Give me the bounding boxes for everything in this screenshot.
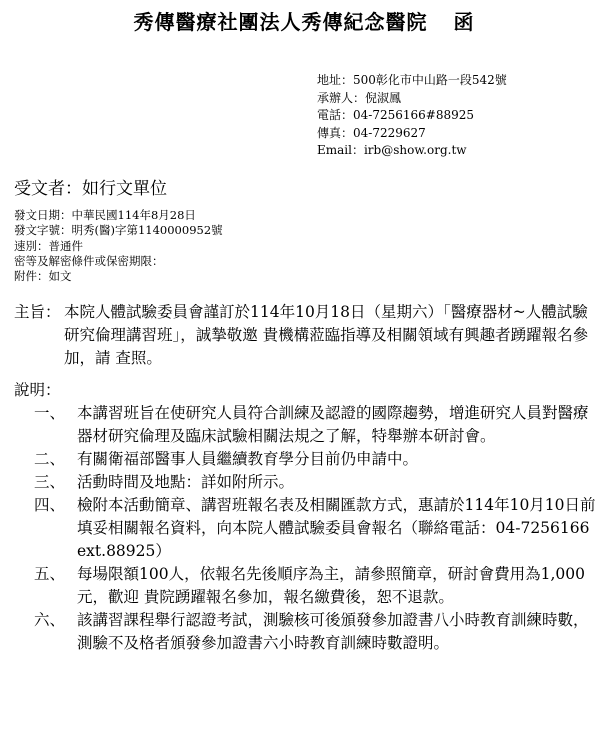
item-number: 三、 [34, 473, 66, 491]
subject-label: 主旨： [14, 303, 61, 321]
item-number: 一、 [34, 404, 66, 422]
document-type: 函 [453, 10, 475, 34]
letter-title [0, 6, 608, 35]
subject-text: 本院人體試驗委員會謹訂於114年10月18日（星期六）「醫療器材~人體試驗研究倫理講習班」，誠摯敬邀 貴機構蒞臨指導及相關領域有興趣者踴躍報名參加，請 查照。 [64, 303, 589, 367]
document-number: 發文字號：明秀(醫)字第1140000952號 [14, 223, 223, 238]
secrecy-level: 密等及解密條件或保密期限： [14, 253, 164, 268]
subject-section [14, 301, 600, 370]
attachment-line: 附件：如文 [14, 269, 72, 284]
item-text: 本講習班旨在使研究人員符合訓練及認證的國際趨勢，增進研究人員對醫療器材研究倫理及臨床試驗相關法規之了解，特舉辦本研討會。 [77, 404, 589, 445]
contact-email: Email：irb@show.org.tw [317, 143, 467, 157]
item-text: 檢附本活動簡章、講習班報名表及相關匯款方式，惠請於114年10月10日前填妥相關報名資料，向本院人體試驗委員會報名（聯絡電話：04-7256166 ext.88925） [77, 496, 596, 560]
item-number: 二、 [34, 450, 66, 468]
item-text: 每場限額100人，依報名先後順序為主，請參照簡章，研討會費用為1,000元，歡迎 貴院踴躍報名參加，報名繳費後，恕不退款。 [77, 565, 585, 606]
item-number: 六、 [34, 611, 66, 629]
explanation-item [14, 471, 600, 494]
item-number: 四、 [34, 496, 66, 514]
explanation-item [14, 609, 600, 655]
explanation-label: 說明： [14, 381, 61, 399]
explanation-item [14, 402, 600, 448]
explanation-item [14, 563, 600, 609]
contact-fax: 傳真：04-7229627 [317, 125, 426, 140]
contact-block [317, 72, 507, 160]
delivery-speed: 速別：普通件 [14, 238, 83, 253]
explanation-item [14, 448, 600, 471]
document-meta [14, 208, 223, 284]
item-text: 活動時間及地點：詳如附所示。 [77, 473, 295, 491]
contact-phone: 電話：04-7256166#88925 [317, 108, 474, 122]
item-number: 五、 [34, 565, 66, 583]
item-text: 有關衛福部醫事人員繼續教育學分目前仍申請中。 [77, 450, 419, 468]
organization-name: 秀傳醫療社團法人秀傳紀念醫院 [133, 10, 428, 34]
recipient-line: 受文者：如行文單位 [14, 179, 167, 199]
explanation-list [14, 402, 600, 655]
explanation-item [14, 494, 600, 563]
issue-date: 發文日期：中華民國114年8月28日 [14, 208, 196, 222]
contact-handler: 承辦人：倪淑鳳 [317, 90, 402, 105]
item-text: 該講習課程舉行認證考試，測驗核可後頒發參加證書八小時教育訓練時數，測驗不及格者頒發參加證書六小時教育訓練時數證明。 [77, 611, 589, 652]
contact-address: 地址：500彰化市中山路一段542號 [317, 73, 507, 87]
